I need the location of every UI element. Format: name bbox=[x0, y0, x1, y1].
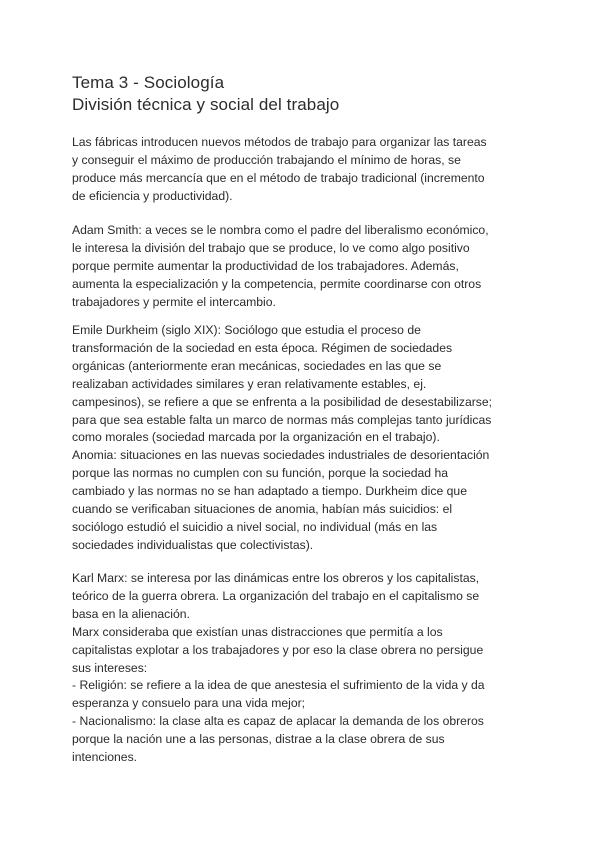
text-line: trabajadores y permite el intercambio. bbox=[72, 294, 276, 309]
text-line: realizaban actividades similares y eran relativamente estables, ej. bbox=[72, 376, 427, 391]
text-line: cambiado y las normas no se han adaptado a tiempo. Durkheim dice que bbox=[72, 484, 467, 499]
text-line: Adam Smith: a veces se le nombra como el padre del liberalismo económico, bbox=[72, 223, 489, 237]
text-line: teórico de la guerra obrera. La organización del trabajo en el capitalismo se bbox=[72, 588, 480, 603]
text-line: sociedades individualistas que colectivistas). bbox=[72, 537, 314, 552]
text-line: esperanza y consuelo para una vida mejor; bbox=[72, 696, 306, 711]
text-line: campesinos), se refiere a que se enfrenta a la posibilidad de desestabilizarse; bbox=[72, 394, 493, 409]
text-line: cuando se verificaban situaciones de anomia, habían más suicidios: el bbox=[72, 502, 453, 517]
text-line: Marx consideraba que existían unas distracciones que permitía a los bbox=[72, 624, 443, 639]
text-line: porque la nación une a las personas, distrae a la clase obrera de sus bbox=[72, 732, 445, 747]
text-line: - Nacionalismo: la clase alta es capaz de aplacar la demanda de los obreros bbox=[72, 714, 484, 729]
paragraph-intro bbox=[72, 134, 532, 206]
text-line: orgánicas (anteriormente eran mecánicas, sociedades en las que se bbox=[72, 358, 442, 373]
text-line: para que sea estable falta un marco de normas más complejas tanto jurídicas bbox=[72, 412, 492, 427]
text-line: basa en la alienación. bbox=[72, 606, 190, 621]
text-line: intenciones. bbox=[72, 750, 138, 765]
text-line: transformación de la sociedad en esta época. Régimen de sociedades bbox=[72, 340, 453, 355]
text-line: Las fábricas introducen nuevos métodos de trabajo para organizar las tareas bbox=[72, 135, 487, 149]
text-line: - Religión: se refiere a la idea de que anestesia el sufrimiento de la vida y da bbox=[72, 678, 485, 693]
page-title bbox=[72, 72, 339, 116]
text-line: sociólogo estudió el suicidio a nivel social, no individual (más en las bbox=[72, 519, 438, 534]
text-line: Anomia: situaciones en las nuevas sociedades industriales de desorientación bbox=[72, 448, 490, 463]
paragraph-durkheim bbox=[72, 322, 532, 555]
text-line: Karl Marx: se interesa por las dinámicas entre los obreros y los capitalistas, bbox=[72, 571, 480, 585]
text-line: produce más mercancía que en el método de trabajo tradicional (incremento bbox=[72, 170, 485, 185]
subtitle-line: División técnica y social del trabajo bbox=[72, 95, 340, 114]
paragraph-karl-marx bbox=[72, 570, 532, 767]
text-line: sus intereses: bbox=[72, 660, 148, 675]
text-line: y conseguir el máximo de producción trabajando el mínimo de horas, se bbox=[72, 152, 461, 167]
text-line: porque las normas no cumplen con su función, porque la sociedad ha bbox=[72, 466, 449, 481]
text-line: aumenta la especialización y la competencia, permite coordinarse con otros bbox=[72, 276, 482, 291]
text-line: Emile Durkheim (siglo XIX): Sociólogo que estudia el proceso de bbox=[72, 323, 421, 337]
title-line: Tema 3 - Sociología bbox=[72, 73, 225, 92]
text-line: porque permite aumentar la productividad de los trabajadores. Además, bbox=[72, 258, 459, 273]
text-line: como morales (sociedad marcada por la organización en el trabajo). bbox=[72, 430, 440, 445]
text-line: de eficiencia y productividad). bbox=[72, 188, 233, 203]
text-line: le interesa la división del trabajo que se produce, lo ve como algo positivo bbox=[72, 240, 470, 255]
text-line: capitalistas explotar a los trabajadores y por eso la clase obrera no persigue bbox=[72, 642, 484, 657]
paragraph-adam-smith bbox=[72, 222, 532, 312]
